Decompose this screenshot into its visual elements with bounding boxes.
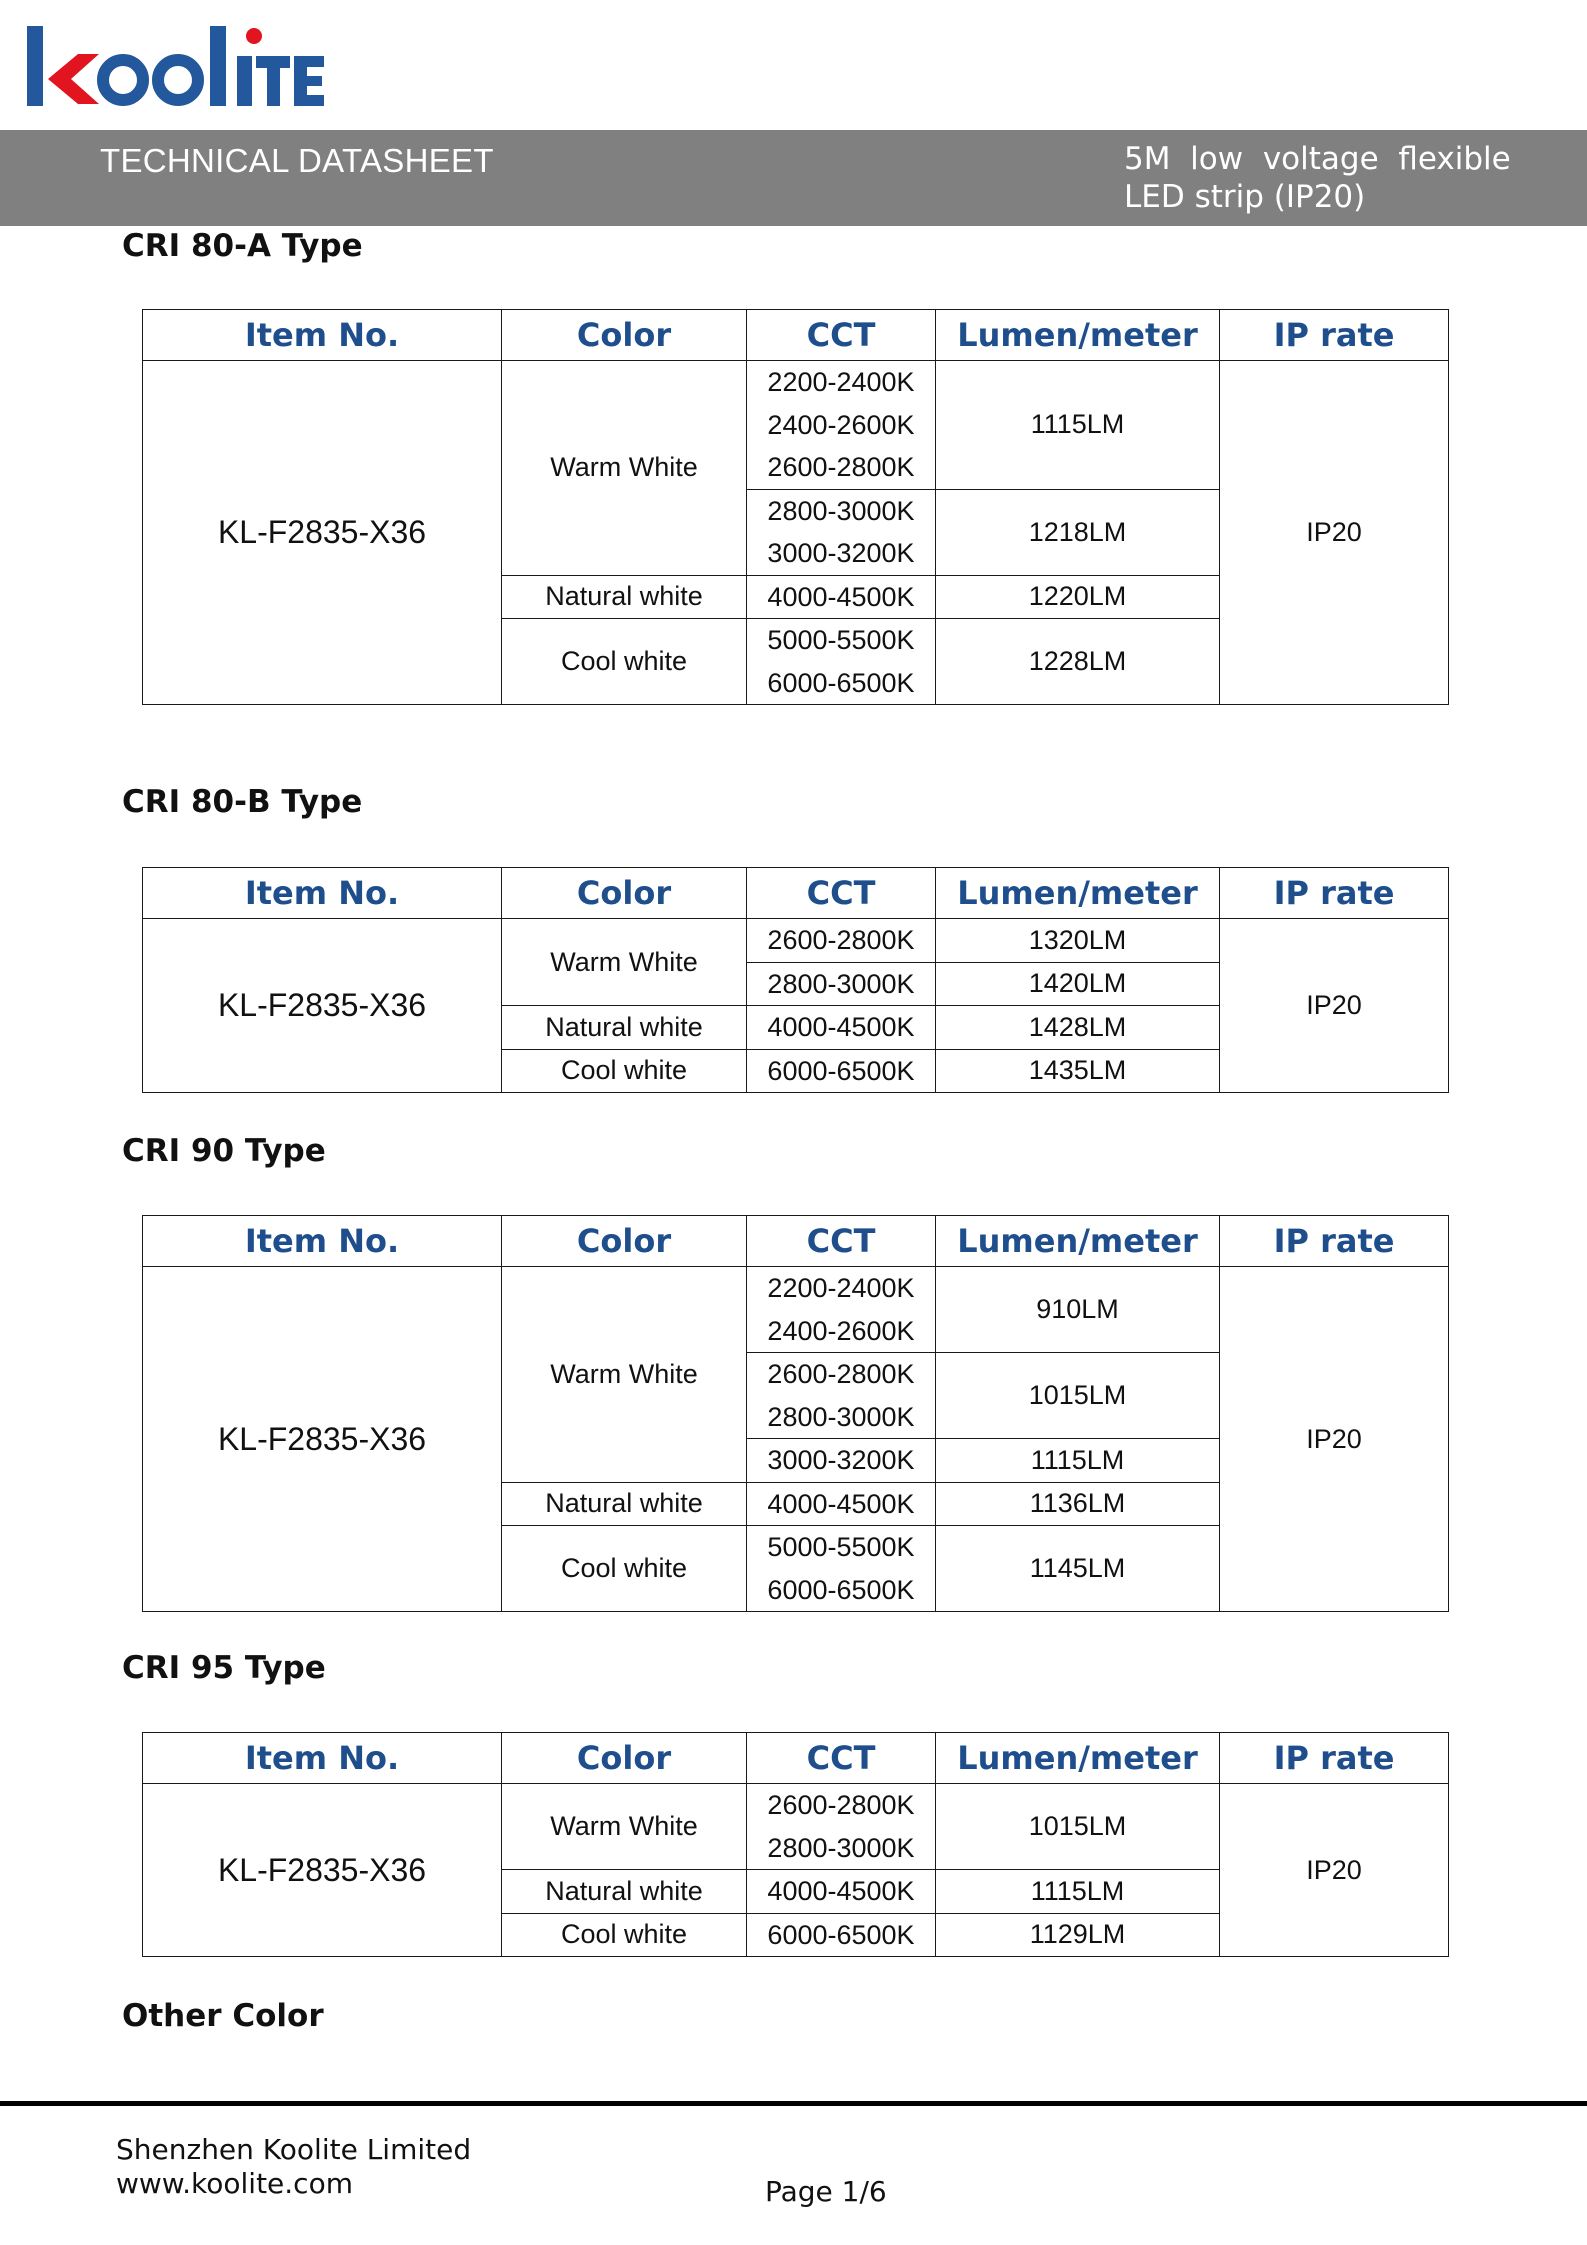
section-heading-cri95: CRI 95 Type (122, 1650, 326, 1686)
cct-value: 4000-4500K (767, 1012, 915, 1042)
lumen-cell: 1218LM (936, 489, 1220, 575)
color-cell: Warm White (502, 1784, 747, 1870)
table-header-row (143, 1216, 1449, 1267)
color-cell: Natural white (502, 1870, 747, 1914)
cct-cell (747, 1267, 936, 1353)
cct-cell (747, 962, 936, 1006)
table-row (143, 919, 1449, 963)
cct-value: 2200-2400K (767, 367, 915, 397)
product-title-line2: LED strip (IP20) (1124, 179, 1366, 215)
cct-value: 6000-6500K (767, 667, 915, 698)
item-number-cell: KL-F2835-X36 (143, 361, 502, 705)
table-header-row (143, 1733, 1449, 1784)
cct-cell (747, 361, 936, 490)
cct-cell (747, 619, 936, 705)
table-header-row (143, 310, 1449, 361)
column-header-ip-rate: IP rate (1220, 1733, 1449, 1784)
column-header-ip-rate: IP rate (1220, 868, 1449, 919)
cct-cell (747, 1439, 936, 1483)
column-header-color: Color (502, 1216, 747, 1267)
column-header-item-no: Item No. (143, 1733, 502, 1784)
section-heading-cri80a: CRI 80-A Type (122, 228, 363, 264)
color-cell: Cool white (502, 1049, 747, 1093)
cct-value: 2800-3000K (767, 495, 915, 526)
column-header-lumen-per-meter: Lumen/meter (936, 868, 1220, 919)
color-cell: Cool white (502, 1526, 747, 1612)
color-cell: Natural white (502, 1482, 747, 1526)
spec-table-cri95 (142, 1732, 1449, 1957)
cct-value: 2400-2600K (767, 1315, 915, 1346)
cct-value: 2600-2800K (767, 1359, 915, 1389)
cct-value: 3000-3200K (767, 538, 915, 568)
column-header-lumen-per-meter: Lumen/meter (936, 1733, 1220, 1784)
column-header-item-no: Item No. (143, 310, 502, 361)
cct-value: 2400-2600K (767, 409, 915, 440)
section-heading-other-color: Other Color (122, 1998, 324, 2034)
column-header-cct: CCT (747, 1733, 936, 1784)
lumen-cell: 1428LM (936, 1006, 1220, 1050)
cct-value: 4000-4500K (767, 1488, 915, 1519)
column-header-cct: CCT (747, 1216, 936, 1267)
lumen-cell: 1115LM (936, 1439, 1220, 1483)
cct-value: 2600-2800K (767, 925, 915, 955)
item-number-cell: KL-F2835-X36 (143, 919, 502, 1093)
cct-cell (747, 1784, 936, 1870)
lumen-cell: 1015LM (936, 1784, 1220, 1870)
product-title-line1: 5M low voltage flexible (1124, 141, 1511, 177)
cct-value: 4000-4500K (767, 1876, 915, 1906)
section-heading-cri90: CRI 90 Type (122, 1133, 326, 1169)
cct-cell (747, 1526, 936, 1612)
product-title (1124, 140, 1511, 216)
cct-cell (747, 1006, 936, 1050)
column-header-lumen-per-meter: Lumen/meter (936, 1216, 1220, 1267)
footer-website-link[interactable]: www.koolite.com (116, 2167, 353, 2200)
spec-table-cri80a (142, 309, 1449, 705)
document-title: TECHNICAL DATASHEET (100, 142, 494, 179)
column-header-ip-rate: IP rate (1220, 1216, 1449, 1267)
lumen-cell: 1435LM (936, 1049, 1220, 1093)
item-number-cell: KL-F2835-X36 (143, 1784, 502, 1957)
cct-cell (747, 1870, 936, 1914)
cct-value: 3000-3200K (767, 1445, 915, 1475)
spec-table-cri90 (142, 1215, 1449, 1612)
cct-value: 2600-2800K (767, 1790, 915, 1820)
lumen-cell: 1136LM (936, 1482, 1220, 1526)
lumen-cell: 1228LM (936, 619, 1220, 705)
header-band (0, 130, 1587, 226)
color-cell: Warm White (502, 361, 747, 576)
cct-value: 2800-3000K (767, 1832, 915, 1863)
cct-value: 2800-3000K (767, 1401, 915, 1432)
color-cell: Cool white (502, 1913, 747, 1957)
ip-rate-cell: IP20 (1220, 1267, 1449, 1612)
koolite-logo-graphic (26, 24, 326, 110)
cct-cell (747, 1913, 936, 1957)
cct-cell (747, 919, 936, 963)
section-heading-cri80b: CRI 80-B Type (122, 784, 363, 820)
ip-rate-cell: IP20 (1220, 919, 1449, 1093)
column-header-lumen-per-meter: Lumen/meter (936, 310, 1220, 361)
cct-value: 2600-2800K (767, 452, 915, 482)
lumen-cell: 1115LM (936, 1870, 1220, 1914)
spec-table-cri80b (142, 867, 1449, 1093)
cct-cell (747, 575, 936, 619)
cct-value: 4000-4500K (767, 581, 915, 612)
cct-cell (747, 1049, 936, 1093)
lumen-cell: 1420LM (936, 962, 1220, 1006)
footer-company: Shenzhen Koolite Limited (116, 2133, 472, 2166)
cct-cell (747, 489, 936, 575)
column-header-color: Color (502, 310, 747, 361)
lumen-cell: 1015LM (936, 1353, 1220, 1439)
column-header-cct: CCT (747, 868, 936, 919)
color-cell: Warm White (502, 1267, 747, 1483)
lumen-cell: 1320LM (936, 919, 1220, 963)
cct-value: 6000-6500K (767, 1055, 915, 1086)
column-header-cct: CCT (747, 310, 936, 361)
cct-value: 6000-6500K (767, 1919, 915, 1950)
cct-cell (747, 1482, 936, 1526)
ip-rate-cell: IP20 (1220, 361, 1449, 705)
color-cell: Cool white (502, 619, 747, 705)
column-header-color: Color (502, 868, 747, 919)
lumen-cell: 1145LM (936, 1526, 1220, 1612)
footer-page-number: Page 1/6 (765, 2175, 887, 2208)
lumen-cell: 1129LM (936, 1913, 1220, 1957)
cct-value: 6000-6500K (767, 1574, 915, 1605)
cct-value: 2200-2400K (767, 1273, 915, 1303)
cct-value: 2800-3000K (767, 968, 915, 999)
lumen-cell: 1220LM (936, 575, 1220, 619)
column-header-item-no: Item No. (143, 868, 502, 919)
color-cell: Natural white (502, 1006, 747, 1050)
table-header-row (143, 868, 1449, 919)
column-header-color: Color (502, 1733, 747, 1784)
footer-divider (0, 2101, 1587, 2106)
column-header-ip-rate: IP rate (1220, 310, 1449, 361)
cct-value: 5000-5500K (767, 1532, 915, 1562)
cct-cell (747, 1353, 936, 1439)
color-cell: Natural white (502, 575, 747, 619)
column-header-item-no: Item No. (143, 1216, 502, 1267)
koolite-logo (26, 24, 326, 110)
color-cell: Warm White (502, 919, 747, 1006)
cct-value: 5000-5500K (767, 625, 915, 655)
lumen-cell: 1115LM (936, 361, 1220, 490)
lumen-cell: 910LM (936, 1267, 1220, 1353)
item-number-cell: KL-F2835-X36 (143, 1267, 502, 1612)
ip-rate-cell: IP20 (1220, 1784, 1449, 1957)
